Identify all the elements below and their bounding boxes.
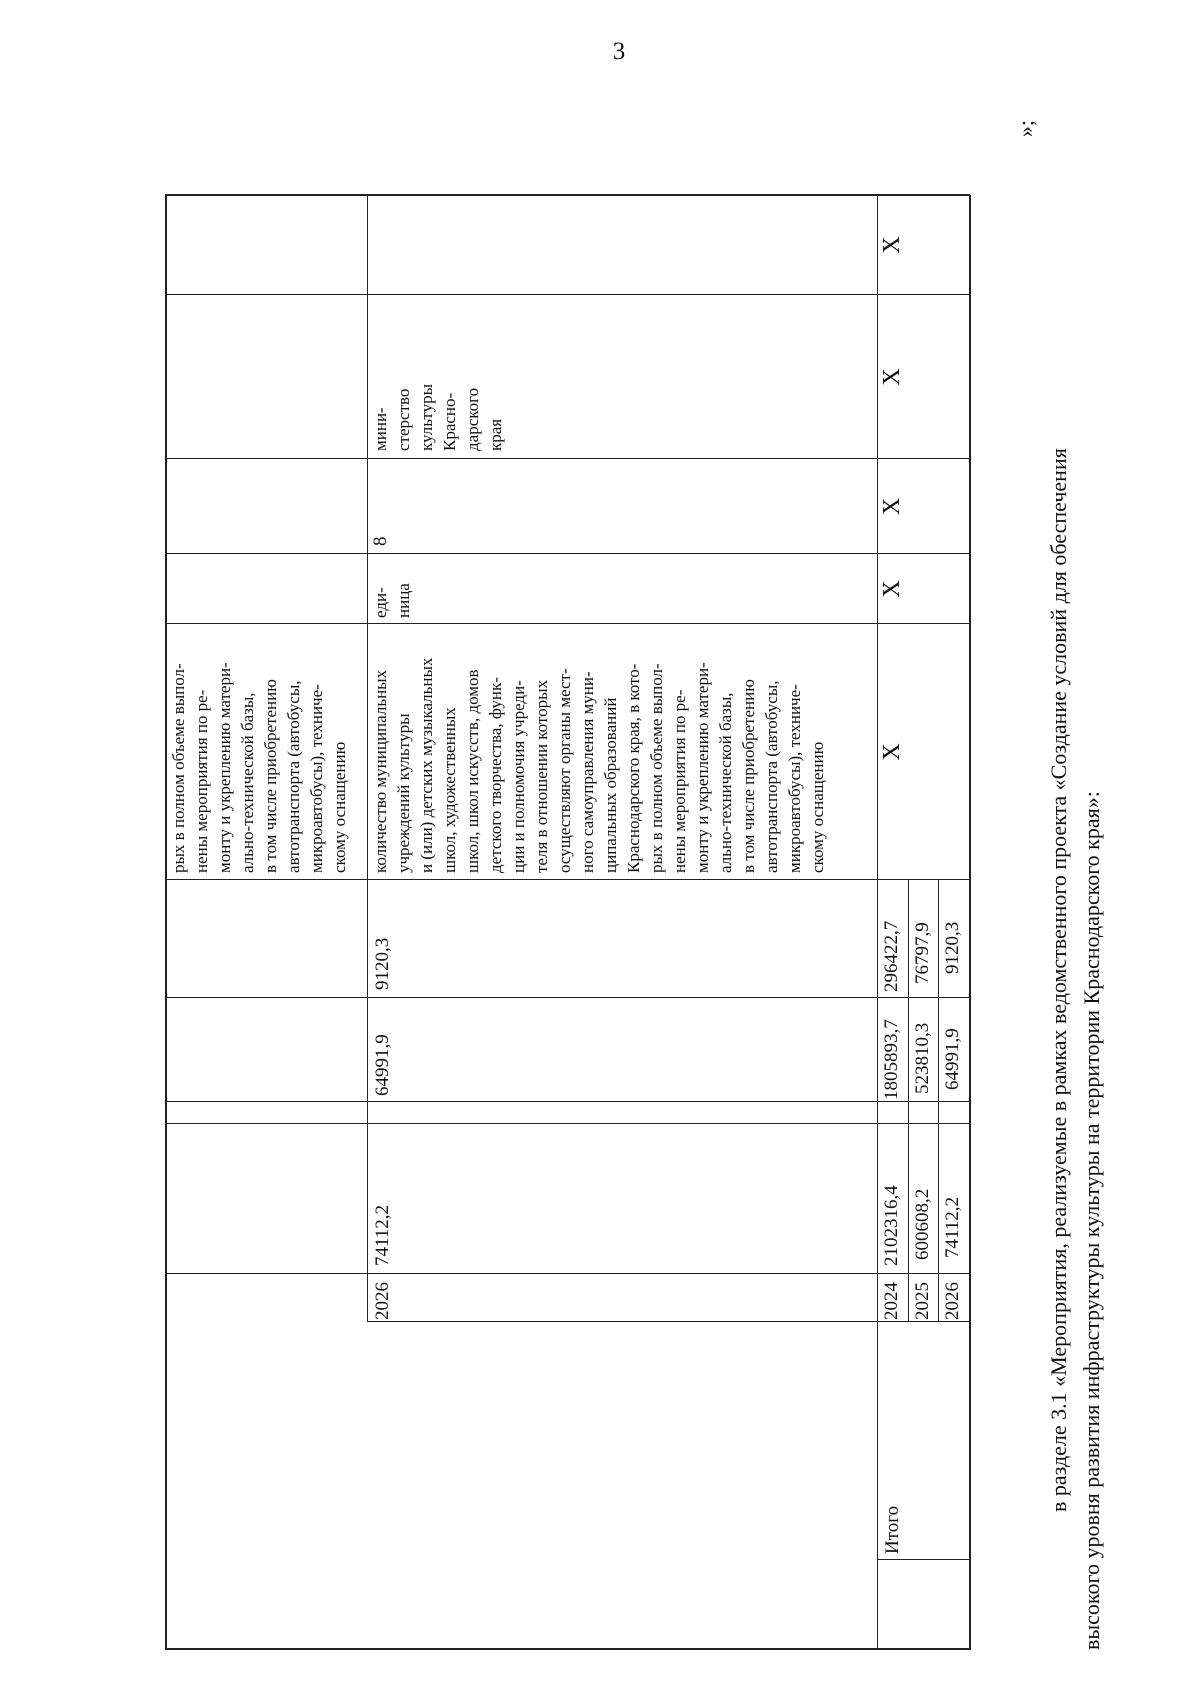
unit-line: ница <box>394 583 413 618</box>
total-year: 2024 <box>881 1282 902 1320</box>
continuation-line: рых в полном объеме выпол- <box>169 663 188 873</box>
unit-line: еди- <box>371 587 390 618</box>
col-divider-executor <box>165 294 970 295</box>
indicator-line: ного самоуправления муни- <box>578 671 597 873</box>
continuation-line: монту и укреплению матери- <box>215 662 234 873</box>
indicator-line: осуществляют органы мест- <box>555 668 574 873</box>
indicator-line: в том числе приобретению <box>739 679 758 873</box>
total-subrow-2025 <box>908 195 938 1650</box>
table-border-bottom <box>969 195 971 1650</box>
indicator-line: детского творчества, функ- <box>486 677 505 873</box>
col-divider-local <box>165 879 970 880</box>
table-row-2026 <box>367 195 877 1650</box>
indicator-line: ципальных образований <box>601 697 620 873</box>
total-year: 2026 <box>942 1282 963 1320</box>
indicator-line: количество муниципальных <box>371 669 390 873</box>
total-year: 2025 <box>912 1282 933 1320</box>
continuation-line: нены мероприятия по ре- <box>192 689 211 873</box>
total-label: Итого <box>882 1505 903 1554</box>
total-local: 9120,3 <box>942 921 963 974</box>
indicator-line: школ, художественных <box>440 707 459 873</box>
total-regional: 1805893,7 <box>881 1019 902 1100</box>
indicator-line: микроавтобусы), техниче- <box>785 684 804 873</box>
indicator-line: рых в полном объеме выпол- <box>647 663 666 873</box>
footer-line-1: в разделе 3.1 «Мероприятия, реализуемые в рамках ведомственного проекта «Создание условий для обеспечения <box>1046 448 1071 1512</box>
total-subrow-2024 <box>877 195 908 1650</box>
indicator-line: теля в отношении которых <box>532 679 551 873</box>
col-divider-total <box>165 1273 970 1274</box>
continuation-line: в том числе приобретению <box>261 679 280 873</box>
amount-local-cell: 9120,3 <box>372 937 393 990</box>
total-value-x: X <box>879 497 905 516</box>
executor-line: края <box>486 418 505 451</box>
total-amount: 2102316,4 <box>881 1185 902 1266</box>
row-divider-a <box>367 195 368 1322</box>
executor-line: культуры <box>417 384 436 451</box>
continuation-line: автотранспорта (автобусы, <box>284 680 303 873</box>
total-amount: 600608,2 <box>912 1188 933 1260</box>
indicator-line: скому оснащению <box>808 741 827 873</box>
executor-line: Красно- <box>440 392 459 451</box>
table-border-top <box>165 195 167 1650</box>
executor-line: дарского <box>463 387 482 451</box>
indicator-line: школ, школ искусств, домов <box>463 669 482 873</box>
indicator-line: учреждений культуры <box>394 713 413 873</box>
col-divider-total-left <box>877 1559 970 1560</box>
total-amount: 74112,2 <box>942 1196 963 1258</box>
footer-line-2: высокого уровня развития инфраструктуры культуры на территории Краснодарского края»: <box>1079 791 1104 1650</box>
continuation-line: микроавтобусы), техниче- <box>307 684 326 873</box>
executor-cell <box>367 295 877 459</box>
col-divider-year <box>367 1321 970 1322</box>
total-local: 76797,9 <box>912 922 933 984</box>
total-last-x: X <box>879 236 905 254</box>
continuation-text <box>165 624 367 880</box>
budget-table <box>165 195 1045 1650</box>
col-divider-unit <box>165 553 970 554</box>
rotated-content <box>165 110 1104 1650</box>
page-number: 3 <box>612 38 626 65</box>
executor-line: стерство <box>394 388 413 451</box>
indicator-line: Краснодарского края, в кото- <box>624 663 643 873</box>
indicator-line: и (или) детских музыкальных <box>417 657 436 873</box>
table-row-total <box>877 195 969 1650</box>
table-row-continuation <box>165 195 367 1650</box>
total-indicator-x: X <box>879 743 905 761</box>
col-divider-value <box>165 458 970 459</box>
indicator-text <box>367 624 877 880</box>
executor-line: мини- <box>371 407 390 451</box>
year-cell: 2026 <box>372 1282 393 1320</box>
unit-cell <box>367 554 877 624</box>
total-subrow-2026 <box>938 195 969 1650</box>
col-divider-regional <box>165 997 970 998</box>
row-divider-b <box>877 195 878 1650</box>
indicator-line: нены мероприятия по ре- <box>670 689 689 873</box>
footer-text <box>1009 110 1108 1650</box>
col-divider-empty-b <box>165 1101 970 1102</box>
total-local: 296422,7 <box>881 920 902 992</box>
indicator-line: ально-технической базы, <box>716 692 735 873</box>
total-regional: 64991,9 <box>942 1028 963 1090</box>
value-cell: 8 <box>370 536 391 546</box>
col-divider-indicator <box>165 623 970 624</box>
amount-total-cell: 74112,2 <box>372 1204 393 1266</box>
col-divider-empty-a <box>165 1123 970 1124</box>
continuation-line: скому оснащению <box>330 741 349 873</box>
amount-regional-cell: 64991,9 <box>372 1034 393 1096</box>
total-regional: 523810,3 <box>912 1022 933 1094</box>
indicator-line: ции и полномочия учреди- <box>509 680 528 873</box>
continuation-line: ально-технической базы, <box>238 692 257 873</box>
quote-end-mark: »; <box>1013 120 1038 138</box>
indicator-line: автотранспорта (автобусы, <box>762 680 781 873</box>
total-unit-x: X <box>879 580 905 598</box>
total-executor-x: X <box>879 368 905 386</box>
table-border-left <box>165 1649 970 1651</box>
table-border-right <box>165 195 970 197</box>
indicator-line: монту и укреплению матери- <box>693 662 712 873</box>
